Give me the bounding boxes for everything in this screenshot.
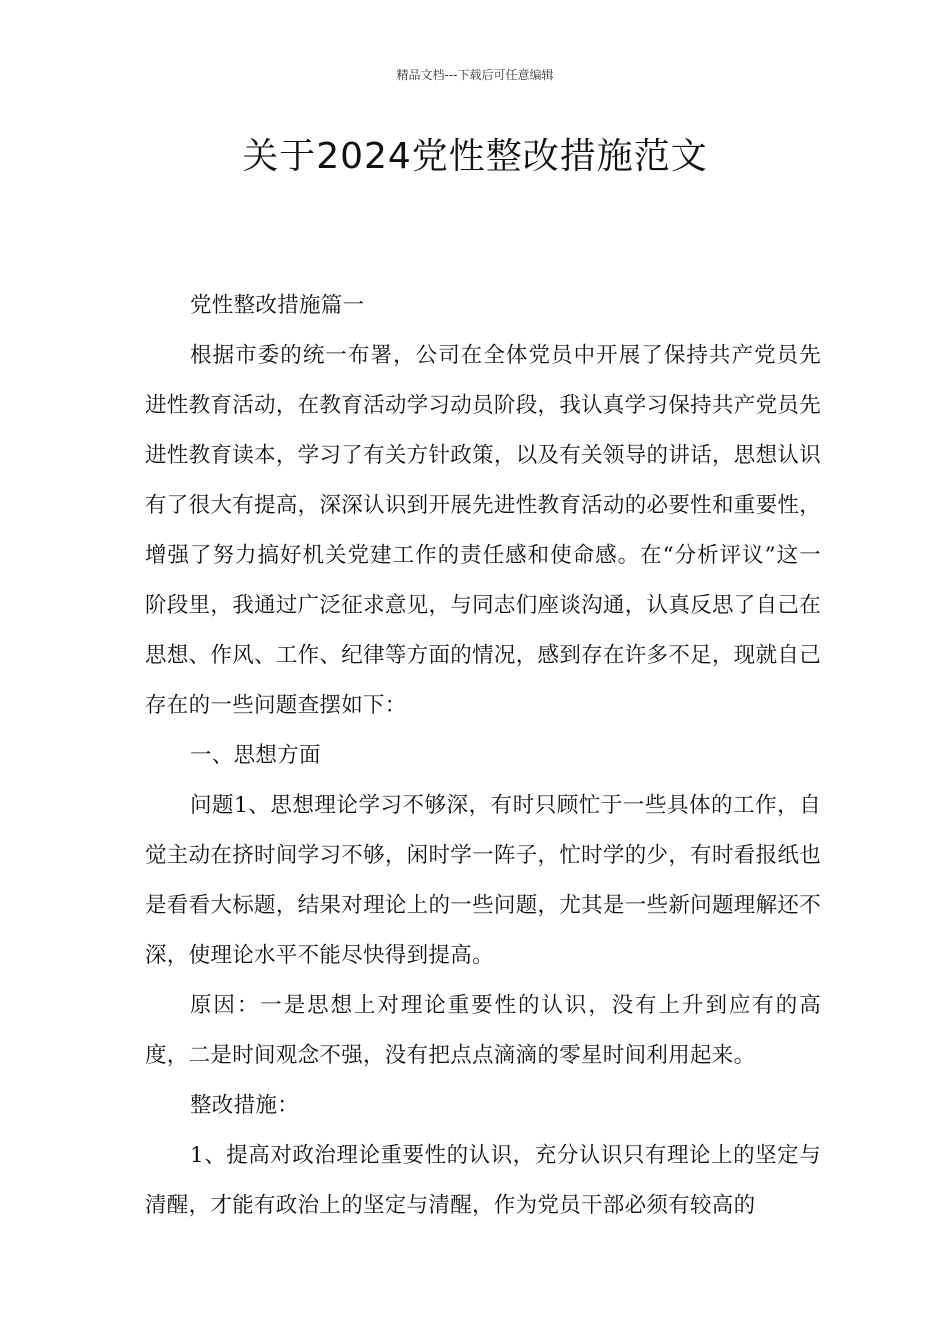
subsection-heading: 整改措施：: [190, 1093, 300, 1118]
body-paragraph: 1、提高对政治理论重要性的认识，充分认识只有理论上的坚定与清醒，才能有政治上的坚定与清醒，作为党员干部必须有较高的: [145, 1143, 821, 1218]
body-paragraph: 原因：一是思想上对理论重要性的认识，没有上升到应有的高度，二是时间观念不强，没有把点点滴滴的零星时间利用起来。: [145, 993, 821, 1068]
subsection-heading: 一、思想方面: [190, 743, 321, 768]
section-heading: 党性整改措施篇一: [190, 293, 365, 318]
header-note: 精品文档---下载后可任意编辑: [396, 68, 554, 82]
document-title: 关于2024党性整改措施范文: [242, 136, 708, 177]
body-paragraph: 问题1、思想理论学习不够深，有时只顾忙于一些具体的工作，自觉主动在挤时间学习不够，闲时学一阵子，忙时学的少，有时看报纸也是看看大标题，结果对理论上的一些问题，尤其是一些新问题理解还不深，使理论水平不能尽快得到提高。: [145, 793, 821, 968]
document-body: [145, 281, 821, 1231]
body-paragraph: 根据市委的统一布署，公司在全体党员中开展了保持共产党员先进性教育活动，在教育活动学习动员阶段，我认真学习保持共产党员先进性教育读本，学习了有关方针政策，以及有关领导的讲话，思想认识有了很大有提高，深深认识到开展先进性教育活动的必要性和重要性，增强了努力搞好机关党建工作的责任感和使命感。在“分析评议”这一阶段里，我通过广泛征求意见，与同志们座谈沟通，认真反思了自己在思想、作风、工作、纪律等方面的情况，感到存在许多不足，现就自己存在的一些问题查摆如下：: [145, 343, 821, 718]
